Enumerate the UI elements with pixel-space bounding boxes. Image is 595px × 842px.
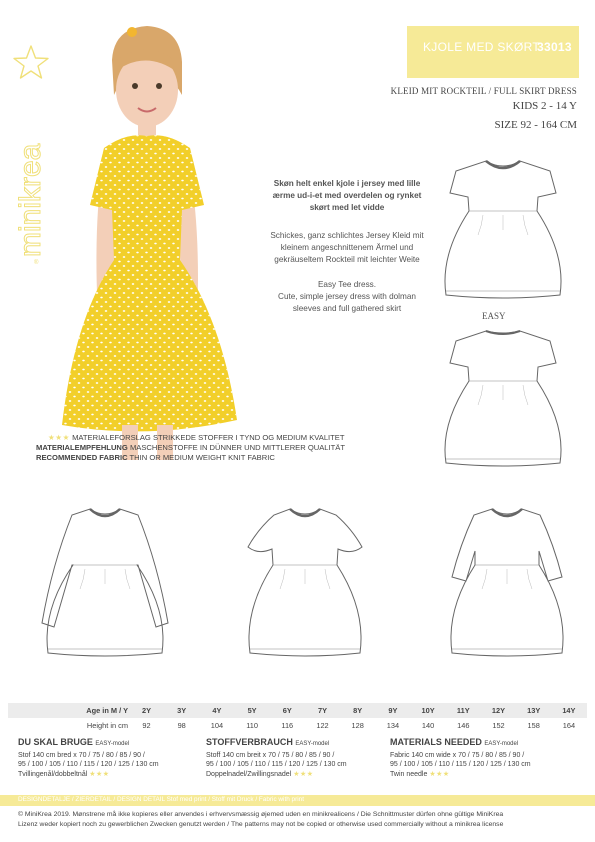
height-cell: 110: [246, 721, 258, 730]
age-cell: 10Y: [421, 706, 435, 715]
sketch-long-sleeve: [30, 505, 180, 660]
brand-wordmark: minikrea: [14, 143, 47, 257]
age-label: Age in M / Y: [86, 706, 128, 715]
materials-german: STOFFVERBRAUCH EASY-model Stoff 140 cm breit x 70 / 75 / 80 / 85 / 90 / 95 / 100 / 105 / 110 / 115 / 120 / 125 / 130 cm Doppelnadel/Zwillingsnadel ★★★: [206, 737, 347, 778]
pattern-header-box: [407, 26, 579, 78]
height-cell: 122: [316, 721, 329, 730]
height-cell: 98: [177, 721, 186, 730]
age-cell: 12Y: [491, 706, 506, 715]
fabric-suggestion-danish: ★★★ MATERIALEFORSLAG STRIKKEDE STOFFER I TYND OG MEDIUM KVALITET: [48, 433, 345, 442]
height-cell: 158: [527, 721, 540, 730]
sketch-short-sleeve: [440, 505, 575, 660]
product-photo: [22, 20, 262, 460]
height-cell: 134: [386, 721, 400, 730]
age-cell: 14Y: [562, 706, 576, 715]
materials-english: MATERIALS NEEDED EASY-model Fabric 140 cm wide x 70 / 75 / 80 / 85 / 90 / 95 / 100 / 105 / 110 / 115 / 120 / 125 / 130 cm Twin needle ★★★: [390, 737, 531, 778]
pattern-number: 33013: [537, 40, 572, 54]
age-cell: 13Y: [527, 706, 541, 715]
description-danish: Skøn helt enkel kjole i jersey med lille ærme ud-i-et med overdelen og rynket skørt med let vidde: [272, 179, 422, 212]
height-row: [8, 718, 587, 733]
description-german: Schickes, ganz schlichtes Jersey Kleid mit kleinem angeschnittenem Ärmel und gekräuseltem Rockteil mit leichter Weite: [270, 231, 424, 264]
age-cell: 4Y: [212, 706, 222, 715]
height-cell: 128: [351, 721, 364, 730]
height-label: Height in cm: [86, 721, 128, 730]
height-cell: 104: [210, 721, 224, 730]
copyright-notice: © MiniKrea 2019. Mønstrene må ikke kopieres eller anvendes i erhvervsmæssig øjemed uden en minikrealicens / Die Schnittmuster dürfen ohne gültige MiniKrea Lizenz weder kopiert noch zu gewerblichen Zwecken genutzt werden / The patterns may not be copied or otherwise used commercially without a minikrea license: [18, 811, 504, 828]
age-cell: 11Y: [456, 706, 470, 715]
height-cell: 146: [457, 721, 470, 730]
age-cell: 5Y: [247, 706, 257, 715]
age-cell: 9Y: [388, 706, 398, 715]
height-cell: 140: [421, 721, 435, 730]
pattern-subtitle: KLEID MIT ROCKTEIL / FULL SKIRT DRESS: [390, 86, 577, 96]
sketch-easy-back: [438, 325, 568, 470]
age-cell: 6Y: [282, 706, 292, 715]
age-cell: 3Y: [177, 706, 187, 715]
age-cell: 2Y: [141, 706, 152, 715]
difficulty-stars: ★★★: [48, 433, 70, 442]
age-row: [8, 703, 587, 718]
age-range: KIDS 2 - 14 Y: [512, 100, 577, 112]
size-range: SIZE 92 - 164 CM: [494, 119, 577, 131]
height-cell: 92: [142, 721, 151, 730]
materials-danish: DU SKAL BRUGE EASY-model Stof 140 cm bred x 70 / 75 / 80 / 85 / 90 / 95 / 100 / 105 / 110 / 115 / 120 / 125 / 130 cm Tvillingenål/dobbeltnål ★★★: [18, 737, 159, 778]
difficulty-label: EASY: [482, 311, 506, 321]
design-detail-text: DESIGNDETALJE / ZIERDETAIL / DESIGN DETAIL Stof med print / Stoff mit Druck / Fabric with print: [18, 796, 304, 803]
height-cell: 164: [562, 721, 576, 730]
height-cell: 152: [492, 721, 505, 730]
pattern-name: KJOLE MED SKØRT: [423, 40, 540, 54]
design-detail-bar: [0, 795, 595, 806]
description-english: Easy Tee dress. Cute, simple jersey dress with dolman sleeves and full gathered skirt: [278, 280, 416, 313]
sketch-flutter-sleeve: [240, 505, 370, 660]
age-cell: 8Y: [353, 706, 363, 715]
age-cell: 7Y: [317, 706, 328, 715]
svg-text:®: ®: [34, 260, 39, 266]
fabric-suggestion-german: MATERIALEMPFEHLUNG MASCHENSTOFFE IN DÜNNER UND MITTLERER QUALITÄT: [36, 443, 345, 452]
sketch-easy-front: [438, 155, 568, 305]
fabric-suggestion-english: RECOMMENDED FABRIC THIN OR MEDIUM WEIGHT KNIT FABRIC: [36, 453, 275, 462]
height-cell: 116: [281, 721, 294, 730]
